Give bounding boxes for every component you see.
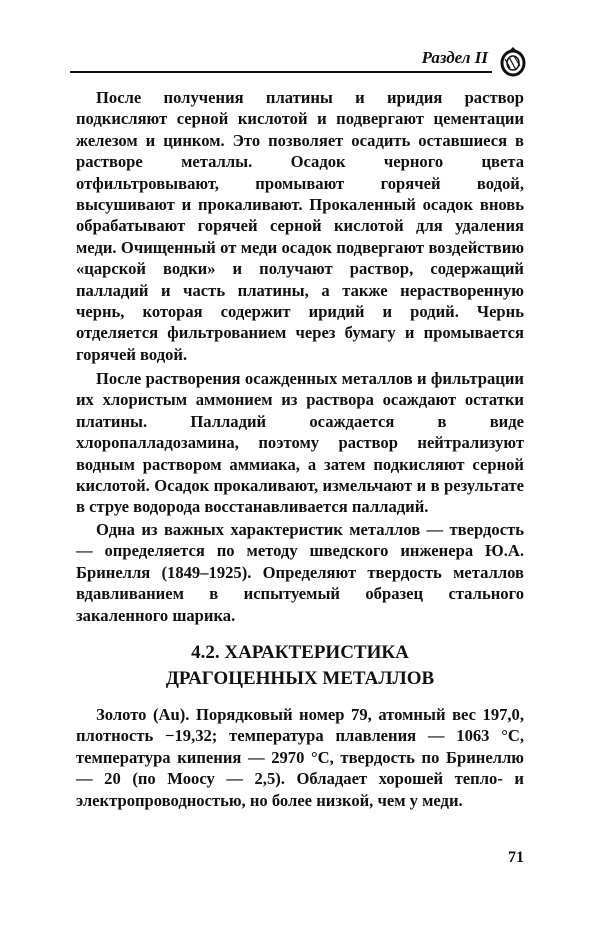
gold-paragraph xyxy=(76,704,524,811)
page-number: 71 xyxy=(508,849,524,866)
paragraph-3 xyxy=(76,519,524,626)
paragraph-text: После растворения осажденных металлов и фильтрации их хлористым аммонием из раствора осаждают остатки платины. Палладий осаждается в виде хлоропалладозамина, поэтому раствор нейтрализуют водным раствором аммиака, а затем подкисляют серной кислотой. Осадок прокаливают, измельчают и в результате в струе водорода восстанавливается палладий. xyxy=(76,369,524,517)
ring-icon xyxy=(496,46,530,78)
section-title: Раздел II xyxy=(421,48,488,67)
header-rule xyxy=(70,71,492,73)
paragraph-text: После получения платины и иридия раствор подкисляют серной кислотой и подвергают цементации железом и цинком. Это позволяет осадить оставшиеся в растворе металлы. Осадок черного цвета отфильтровывают, промывают горячей водой, высушивают и прокаливают. Прокаленный осадок вновь обрабатывают горячей серной кислотой для удаления меди. Очищенный от меди осадок подвергают воздействию «царской водки» и получают раствор, содержащий палладий и часть платины, а также нерастворенную чернь, которая содержит иридий и родий. Чернь отделяется фильтрованием через бумагу и промывается горячей водой. xyxy=(76,88,524,364)
paragraph-text xyxy=(76,704,524,811)
paragraph-2 xyxy=(76,368,524,518)
gold-text: Порядковый номер 79, атомный вес 197,0, плотность −19,32; температура плавления — 1063 °С, температура кипения — 2970 °С, твердость по Бринеллю — 20 (по Моосу — 2,5). Обладает хорошей тепло- и электропроводностью, но более низкой, чем у меди. xyxy=(76,705,525,810)
gold-lead: Золото (Au). xyxy=(96,705,190,724)
section-heading-line-1: 4.2. ХАРАКТЕРИСТИКА xyxy=(191,642,409,663)
section-heading xyxy=(76,640,524,692)
section-heading-line-2: ДРАГОЦЕННЫХ МЕТАЛЛОВ xyxy=(165,668,435,689)
paragraph-text: Одна из важных характеристик металлов — твердость — определяется по методу шведского инженера Ю.А. Бринелля (1849–1925). Определяют твердость металлов вдавливанием в испытуемый образец стального закаленного шарика. xyxy=(76,520,524,625)
paragraph-1 xyxy=(76,87,524,365)
page-header xyxy=(70,44,530,78)
